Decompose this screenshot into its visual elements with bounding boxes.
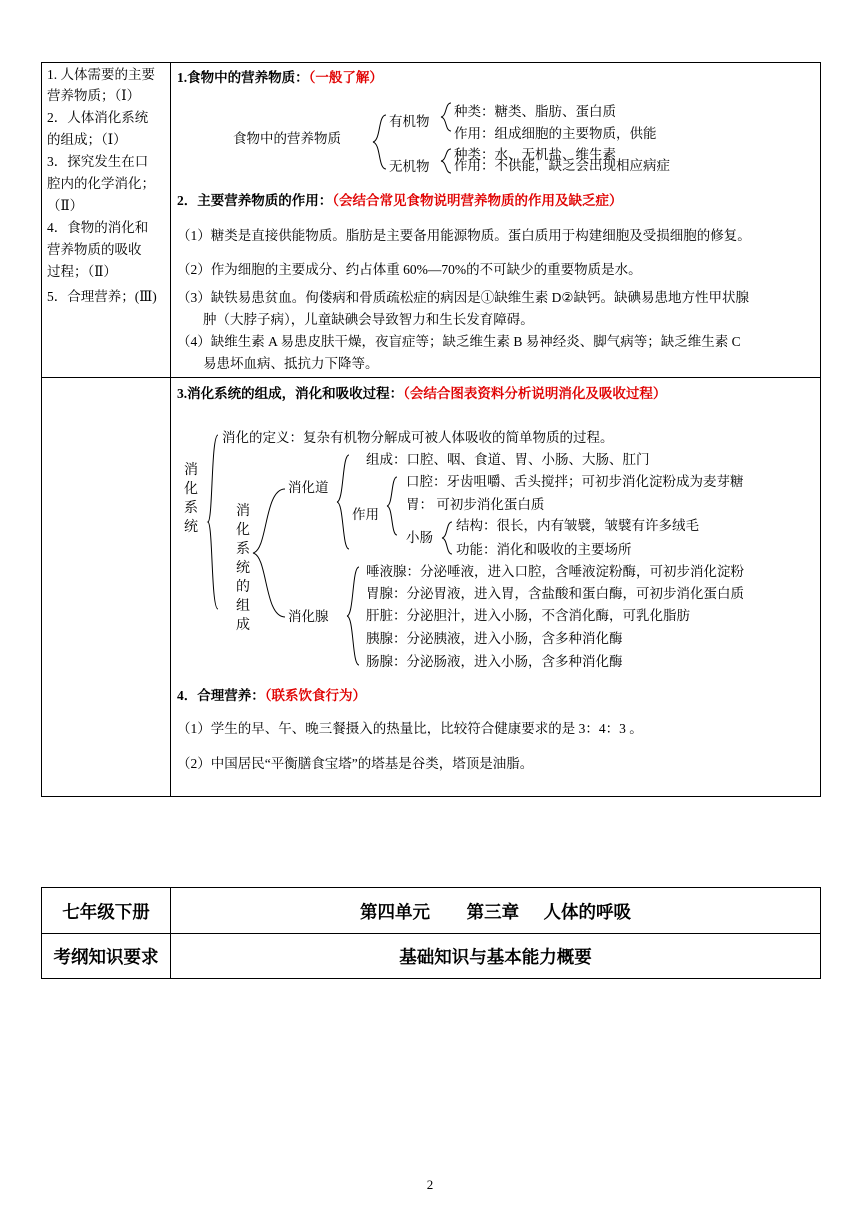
section-3-heading (177, 386, 666, 402)
organic-use: 作用：组成细胞的主要物质，供能 (454, 126, 657, 141)
tract-brace (336, 454, 350, 550)
req-line: 4．食物的消化和 (47, 220, 149, 235)
s2-item: （3）缺铁易患贫血。佝偻病和骨质疏松症的病因是①缺维生素 D②缺钙。缺碘易患地方性甲状腺 (177, 290, 749, 305)
function-label: 作用 (352, 507, 379, 522)
inorganic-use: 作用：不供能，缺乏会出现相应病症 (454, 158, 670, 173)
page-number: 2 (426, 1177, 434, 1192)
pancreas: 胰腺：分泌胰液，进入小肠，含多种消化酶 (366, 631, 623, 646)
intestinal-gland: 肠腺：分泌肠液，进入小肠，含多种消化酶 (366, 654, 623, 669)
gastric-gland: 胃腺：分泌胃液，进入胃，含盐酸和蛋白酶，可初步消化蛋白质 (366, 586, 744, 601)
organic-brace (440, 102, 452, 132)
s2-item: （1）糖类是直接供能物质。脂肪是主要备用能源物质。蛋白质用于构建细胞及受损细胞的修复。 (177, 228, 751, 243)
req-line: 1. 人体需要的主要 (47, 67, 155, 82)
section-3-note: （会结合图表资料分析说明消化及吸收过程） (403, 386, 667, 401)
organic-kinds: 种类：糖类、脂肪、蛋白质 (454, 104, 616, 119)
tract-parts: 组成：口腔、咽、食道、胃、小肠、大肠、肛门 (366, 452, 650, 467)
organic-label: 有机物 (389, 114, 430, 129)
inorganic-brace (440, 148, 452, 174)
salivary-gland: 唾液腺：分泌唾液，进入口腔，含唾液淀粉酶，可初步消化淀粉 (366, 564, 744, 579)
table-left-border (41, 62, 42, 797)
inorganic-label: 无机物 (389, 159, 430, 174)
header-top-border (41, 887, 821, 888)
section-1-note: （一般了解） (308, 70, 383, 85)
liver: 肝脏：分泌胆汁，进入小肠，不含消化酶，可乳化脂肪 (366, 608, 690, 623)
section-1-heading (177, 70, 383, 86)
function-brace (386, 476, 398, 536)
section-2-heading (177, 193, 623, 209)
mouth-function: 口腔：牙齿咀嚼、舌头搅拌；可初步消化淀粉成为麦芽糖 (406, 474, 744, 489)
requirements-value: 基础知识与基本能力概要 (399, 948, 592, 968)
si-function: 功能：消化和吸收的主要场所 (456, 542, 632, 557)
section-4-note: （联系饮食行为） (264, 688, 366, 703)
stomach-function: 胃： 可初步消化蛋白质 (406, 497, 545, 512)
header-bottom-border (41, 978, 821, 979)
requirements-label: 考纲知识要求 (53, 948, 159, 968)
small-intestine-brace (441, 521, 453, 555)
req-line: 的组成；（Ⅰ） (47, 132, 127, 147)
section-4-title: 4．合理营养： (177, 688, 265, 703)
table-right-border (820, 62, 821, 797)
req-line: （Ⅱ） (47, 198, 84, 213)
req-line: 5．合理营养；(Ⅲ) (47, 289, 157, 304)
si-structure: 结构：很长，内有皱襞，皱襞有许多绒毛 (456, 518, 699, 533)
header-row-divider (41, 933, 821, 934)
req-line: 腔内的化学消化； (47, 176, 155, 191)
digest-root-brace (207, 434, 219, 610)
composition-label: 消 化 系 统 的 组 成 (236, 504, 250, 633)
req-line: 2．人体消化系统 (47, 110, 149, 125)
tract-label: 消化道 (288, 480, 329, 495)
grade-label: 七年级下册 (62, 903, 150, 923)
composition-brace (252, 488, 286, 618)
small-intestine-label: 小肠 (406, 530, 433, 545)
table-bottom-border (41, 796, 821, 797)
table-top-border (41, 62, 821, 63)
glands-label: 消化腺 (288, 609, 329, 624)
table-column-divider (170, 62, 171, 797)
req-line: 营养物质；（Ⅰ） (47, 88, 141, 103)
req-line: 3．探究发生在口 (47, 154, 149, 169)
chapter-title: 第四单元 第三章 人体的呼吸 (360, 903, 631, 923)
req-line: 营养物质的吸收 (47, 242, 142, 257)
header-right-border (820, 887, 821, 979)
digest-root: 消 化 系 统 (184, 463, 198, 535)
req-line: 过程；（Ⅱ） (47, 264, 117, 279)
s4-item: （1）学生的早、午、晚三餐摄入的热量比，比较符合健康要求的是 3：4：3 。 (177, 721, 643, 736)
glands-brace (346, 566, 360, 666)
s2-item: （2）作为细胞的主要成分、约占体重 60%—70%的不可缺少的重要物质是水。 (177, 262, 642, 277)
s2-item: 易患坏血病、抵抗力下降等。 (203, 356, 379, 371)
section-3-title: 3.消化系统的组成，消化和吸收过程： (177, 386, 404, 401)
s2-item: 肿（大脖子病），儿童缺碘会导致智力和生长发育障碍。 (203, 312, 534, 327)
inorganic-kinds: 种类：水、无机盐、维生素 (454, 147, 616, 162)
nutrient-root-brace (372, 114, 388, 170)
nutrient-root: 食物中的营养物质 (233, 131, 341, 146)
s2-item: （4）缺维生素 A 易患皮肤干燥，夜盲症等；缺乏维生素 B 易神经炎、脚气病等；缺乏维生素 C (177, 334, 741, 349)
section-2-note: （会结合常见食物说明营养物质的作用及缺乏症） (332, 193, 623, 208)
digest-definition: 消化的定义：复杂有机物分解成可被人体吸收的简单物质的过程。 (222, 430, 614, 445)
section-2-title: 2．主要营养物质的作用： (177, 193, 333, 208)
table-row-divider (41, 377, 821, 378)
s4-item: （2）中国居民“平衡膳食宝塔”的塔基是谷类，塔顶是油脂。 (177, 756, 534, 771)
section-1-title: 1.食物中的营养物质： (177, 70, 309, 85)
section-4-heading (177, 688, 366, 704)
